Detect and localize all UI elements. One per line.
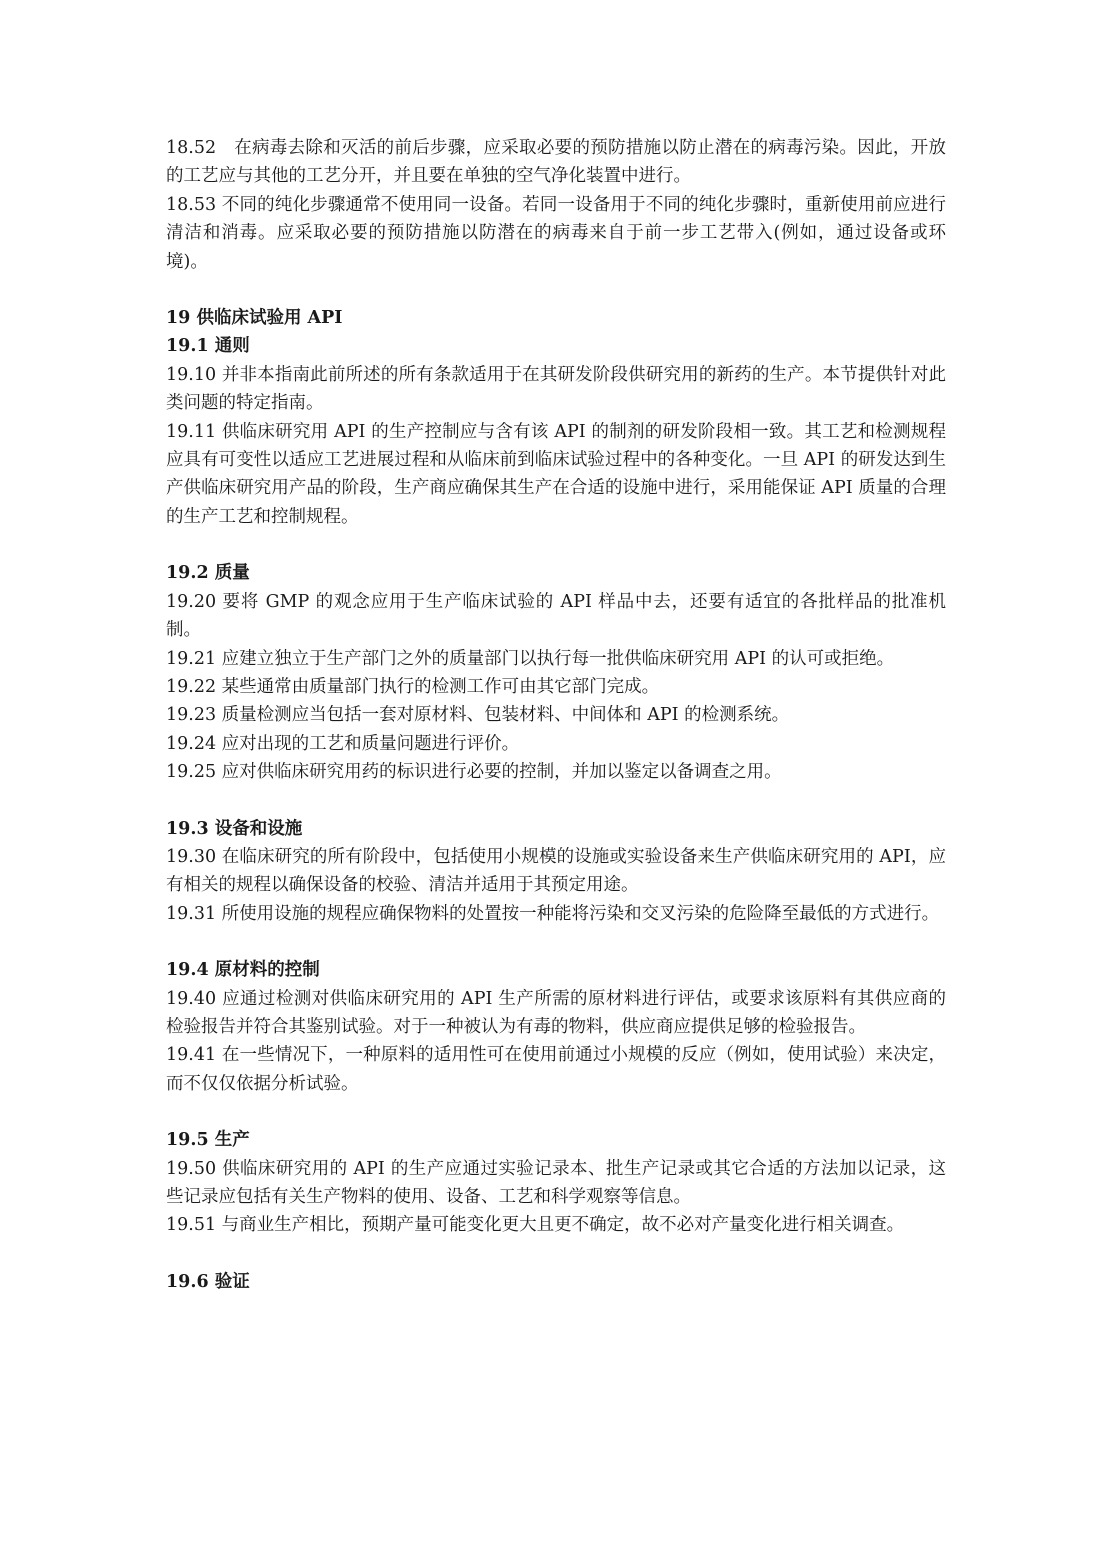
- section-spacer: [166, 928, 946, 956]
- paragraph: 19.10 并非本指南此前所述的所有条款适用于在其研发阶段供研究用的新药的生产。本节提供针对此类问题的特定指南。: [166, 364, 946, 414]
- paragraph: 19.24 应对出现的工艺和质量问题进行评价。: [166, 733, 520, 754]
- paragraph: 19.20 要将 GMP 的观念应用于生产临床试验的 API 样品中去，还要有适宜的各批样品的批准机制。: [166, 591, 946, 641]
- section-heading: 19.1 通则: [166, 336, 250, 357]
- paragraph: 19.30 在临床研究的所有阶段中，包括使用小规模的设施或实验设备来生产供临床研究用的 API，应有相关的规程以确保设备的校验、清洁并适用于其预定用途。: [166, 846, 946, 896]
- paragraph: 19.23 质量检测应当包括一套对原材料、包装材料、中间体和 API 的检测系统。: [166, 705, 790, 726]
- paragraph: 19.21 应建立独立于生产部门之外的质量部门以执行每一批供临床研究用 API 的认可或拒绝。: [166, 648, 895, 669]
- paragraph: 19.41 在一些情况下，一种原料的适用性可在使用前通过小规模的反应（例如，使用试验）来决定，而不仅仅依据分析试验。: [166, 1045, 946, 1094]
- paragraph: 19.40 应通过检测对供临床研究用的 API 生产所需的原材料进行评估，或要求该原料有其供应商的检验报告并符合其鉴别试验。对于一种被认为有毒的物料，供应商应提供足够的检验报告。: [166, 988, 946, 1037]
- section-heading: 19.2 质量: [166, 563, 250, 584]
- paragraph: 19.50 供临床研究用的 API 的生产应通过实验记录本、批生产记录或其它合适的方法加以记录，这些记录应包括有关生产物料的使用、设备、工艺和科学观察等信息。: [166, 1158, 946, 1207]
- paragraph: 19.31 所使用设施的规程应确保物料的处置按一种能将污染和交叉污染的危险降至最低的方式进行。: [166, 903, 940, 924]
- section-heading: 19 供临床试验用 API: [166, 308, 343, 329]
- section-heading: 19.5 生产: [166, 1130, 250, 1151]
- section-heading: 19.3 设备和设施: [166, 818, 303, 839]
- section-spacer: [166, 276, 946, 304]
- document-page: [166, 134, 946, 1296]
- paragraph: 18.52 在病毒去除和灭活的前后步骤，应采取必要的预防措施以防止潜在的病毒污染。因此，开放的工艺应与其他的工艺分开，并且要在单独的空气净化装置中进行。: [166, 138, 946, 187]
- paragraph: 19.25 应对供临床研究用药的标识进行必要的控制，并加以鉴定以备调查之用。: [166, 762, 782, 783]
- section-spacer: [166, 531, 946, 559]
- paragraph: 19.11 供临床研究用 API 的生产控制应与含有该 API 的制剂的研发阶段相一致。其工艺和检测规程应具有可变性以适应工艺进展过程和从临床前到临床试验过程中的各种变化。一旦 API 的研发达到生产供临床研究用产品的阶段，生产商应确保其生产在合适的设施中进行，采用能保证 API 质量的合理的生产工艺和控制规程。: [166, 421, 946, 527]
- paragraph: 19.51 与商业生产相比，预期产量可能变化更大且更不确定，故不必对产量变化进行相关调查。: [166, 1215, 905, 1236]
- section-spacer: [166, 1240, 946, 1268]
- section-heading: 19.6 验证: [166, 1271, 250, 1292]
- section-heading: 19.4 原材料的控制: [166, 960, 320, 981]
- section-spacer: [166, 787, 946, 815]
- section-spacer: [166, 1098, 946, 1126]
- paragraph: 18.53 不同的纯化步骤通常不使用同一设备。若同一设备用于不同的纯化步骤时，重新使用前应进行清洁和消毒。应采取必要的预防措施以防潜在的病毒来自于前一步工艺带入(例如，通过设备或环境)。: [166, 194, 946, 272]
- paragraph: 19.22 某些通常由质量部门执行的检测工作可由其它部门完成。: [166, 676, 660, 697]
